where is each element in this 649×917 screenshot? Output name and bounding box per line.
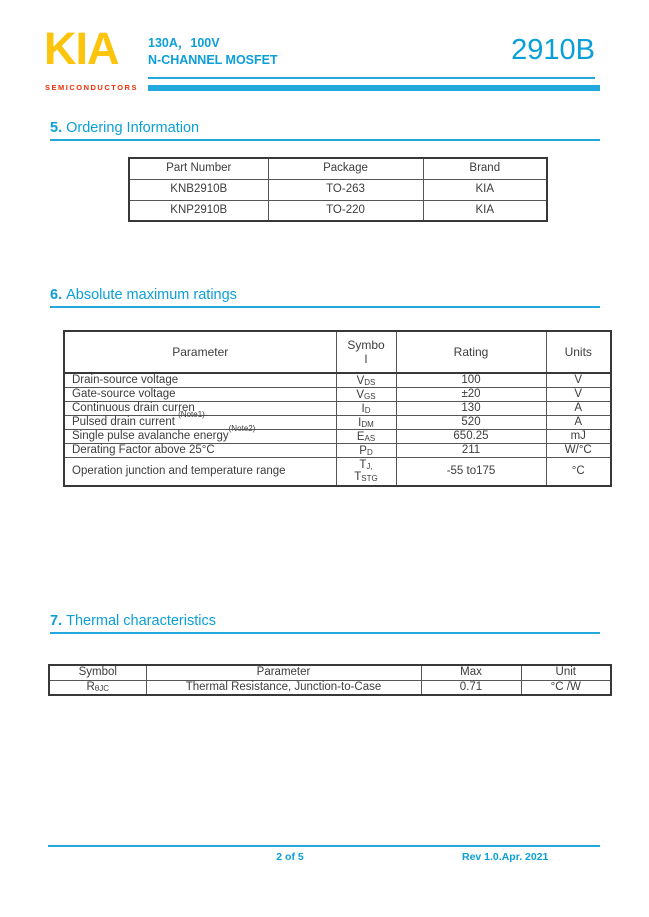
cell-symbol: [336, 373, 396, 388]
symbol: $E_{AS}$: [356, 430, 376, 443]
column-header: Parameter: [64, 331, 336, 373]
table-row: [129, 179, 547, 200]
abs-max-table: [63, 330, 612, 487]
section-heading-abs-max: [50, 288, 237, 303]
section-rule-ordering: [50, 139, 600, 141]
table-row: [49, 680, 611, 695]
cell-rating: ±20: [396, 388, 546, 402]
abs-max-table-body: [64, 373, 611, 486]
footer-revision: Rev 1.0.Apr. 2021: [462, 851, 549, 863]
column-header: Part Number: [129, 158, 268, 179]
device-spec-line1: 130A，100V: [148, 36, 220, 50]
column-header-label: Symbol: [347, 337, 385, 366]
column-header: Rating: [396, 331, 546, 373]
note-superscript: (Note2): [228, 424, 256, 434]
column-header: Units: [546, 331, 611, 373]
note-superscript: (Note1): [178, 410, 205, 420]
symbol: $P_D$: [359, 444, 373, 457]
symbol-subscript: J,: [366, 462, 373, 472]
table-row: [64, 388, 611, 402]
cell-parameter: Operation junction and temperature range: [64, 458, 336, 486]
cell-rating: 650.25: [396, 430, 546, 444]
brand-logo: KIA: [44, 23, 119, 74]
table-row: [64, 416, 611, 430]
symbol-subscript: AS: [364, 433, 376, 443]
section-rule-abs-max: [50, 306, 600, 308]
cell-max: 0.71: [421, 680, 521, 695]
table-row: [64, 430, 611, 444]
column-header: Unit: [521, 665, 611, 680]
cell-units: A: [546, 402, 611, 416]
cell-symbol: [336, 388, 396, 402]
cell-parameter: Single pulse avalanche energy$^{(Note2)}$: [64, 430, 336, 444]
cell-units: V: [546, 373, 611, 388]
ordering-table: [128, 157, 548, 222]
cell-units: A: [546, 416, 611, 430]
cell-symbol: [336, 402, 396, 416]
symbol-subscript: DM: [361, 419, 374, 429]
symbol: $I_D$: [361, 402, 371, 415]
cell-parameter: Pulsed drain current $^{(Note1)}$: [64, 416, 336, 430]
symbol-subscript: D: [364, 405, 371, 415]
cell-symbol: [49, 680, 146, 695]
part-number-title: 2910B: [511, 34, 595, 66]
table-row: [64, 402, 611, 416]
table-header-row: [64, 331, 611, 373]
section-number: 7.: [50, 613, 63, 629]
cell-parameter: Drain-source voltage: [64, 373, 336, 388]
cell-rating: 130: [396, 402, 546, 416]
symbol-subscript: GS: [364, 391, 376, 401]
cell-units: V: [546, 388, 611, 402]
header-rule-thick: [148, 85, 600, 91]
cell-symbol: [336, 430, 396, 444]
section-number: 6.: [50, 287, 63, 303]
symbol: $T_{J,}$: [359, 459, 373, 472]
cell-units: W/°C: [546, 444, 611, 458]
device-spec: [148, 35, 278, 69]
device-spec-line2: N-CHANNEL MOSFET: [148, 53, 278, 67]
cell: TO-263: [268, 179, 423, 200]
symbol: $T_{STG}$: [354, 471, 378, 484]
column-header: Package: [268, 158, 423, 179]
cell: KIA: [423, 200, 547, 221]
cell-rating: -55 to175: [396, 458, 546, 486]
ordering-table-body: [129, 179, 547, 221]
thermal-table-body: [49, 680, 611, 695]
table-row: [64, 444, 611, 458]
cell-units: mJ: [546, 430, 611, 444]
abs-max-table-head: [64, 331, 611, 373]
section-title: Absolute maximum ratings: [66, 287, 237, 303]
cell-parameter: Gate-source voltage: [64, 388, 336, 402]
cell-symbol: [336, 444, 396, 458]
cell: KNB2910B: [129, 179, 268, 200]
column-header: Parameter: [146, 665, 421, 680]
column-header: Brand: [423, 158, 547, 179]
section-number: 5.: [50, 120, 63, 136]
symbol-subscript: D: [366, 447, 373, 457]
symbol: $V_{DS}$: [356, 374, 376, 387]
cell-rating: 211: [396, 444, 546, 458]
table-row: [64, 373, 611, 388]
column-header: Symbol: [49, 665, 146, 680]
section-heading-thermal: [50, 614, 216, 629]
cell-unit: °C /W: [521, 680, 611, 695]
table-row: [129, 200, 547, 221]
cell-symbol: [336, 458, 396, 486]
symbol: $I_{DM}$: [358, 416, 374, 429]
header-rule-thin: [148, 77, 595, 79]
section-title: Thermal characteristics: [66, 613, 216, 629]
footer-page-indicator: 2 of 5: [276, 851, 304, 863]
cell-parameter: Thermal Resistance, Junction-to-Case: [146, 680, 421, 695]
brand-tagline: SEMICONDUCTORS: [45, 83, 138, 92]
table-header-row: [129, 158, 547, 179]
table-row: [64, 458, 611, 486]
symbol: $V_{GS}$: [356, 388, 376, 401]
section-rule-thermal: [50, 632, 600, 634]
thermal-table: [48, 664, 612, 696]
symbol: $R_{\theta JC}$: [86, 681, 110, 694]
cell-parameter: Continuous drain curren: [64, 402, 336, 416]
section-title: Ordering Information: [66, 120, 200, 136]
thermal-table-head: [49, 665, 611, 680]
column-header: Max: [421, 665, 521, 680]
ordering-table-head: [129, 158, 547, 179]
cell: KIA: [423, 179, 547, 200]
cell-rating: 520: [396, 416, 546, 430]
symbol-subscript: DS: [364, 377, 376, 387]
cell: TO-220: [268, 200, 423, 221]
cell-parameter: Derating Factor above 25°C: [64, 444, 336, 458]
footer-rule: [48, 845, 600, 847]
symbol-subscript: θJC: [94, 684, 110, 694]
cell: KNP2910B: [129, 200, 268, 221]
cell-rating: 100: [396, 373, 546, 388]
column-header: [336, 331, 396, 373]
section-heading-ordering: [50, 121, 199, 136]
symbol-subscript: STG: [361, 474, 378, 484]
cell-symbol: [336, 416, 396, 430]
cell-units: °C: [546, 458, 611, 486]
table-header-row: [49, 665, 611, 680]
